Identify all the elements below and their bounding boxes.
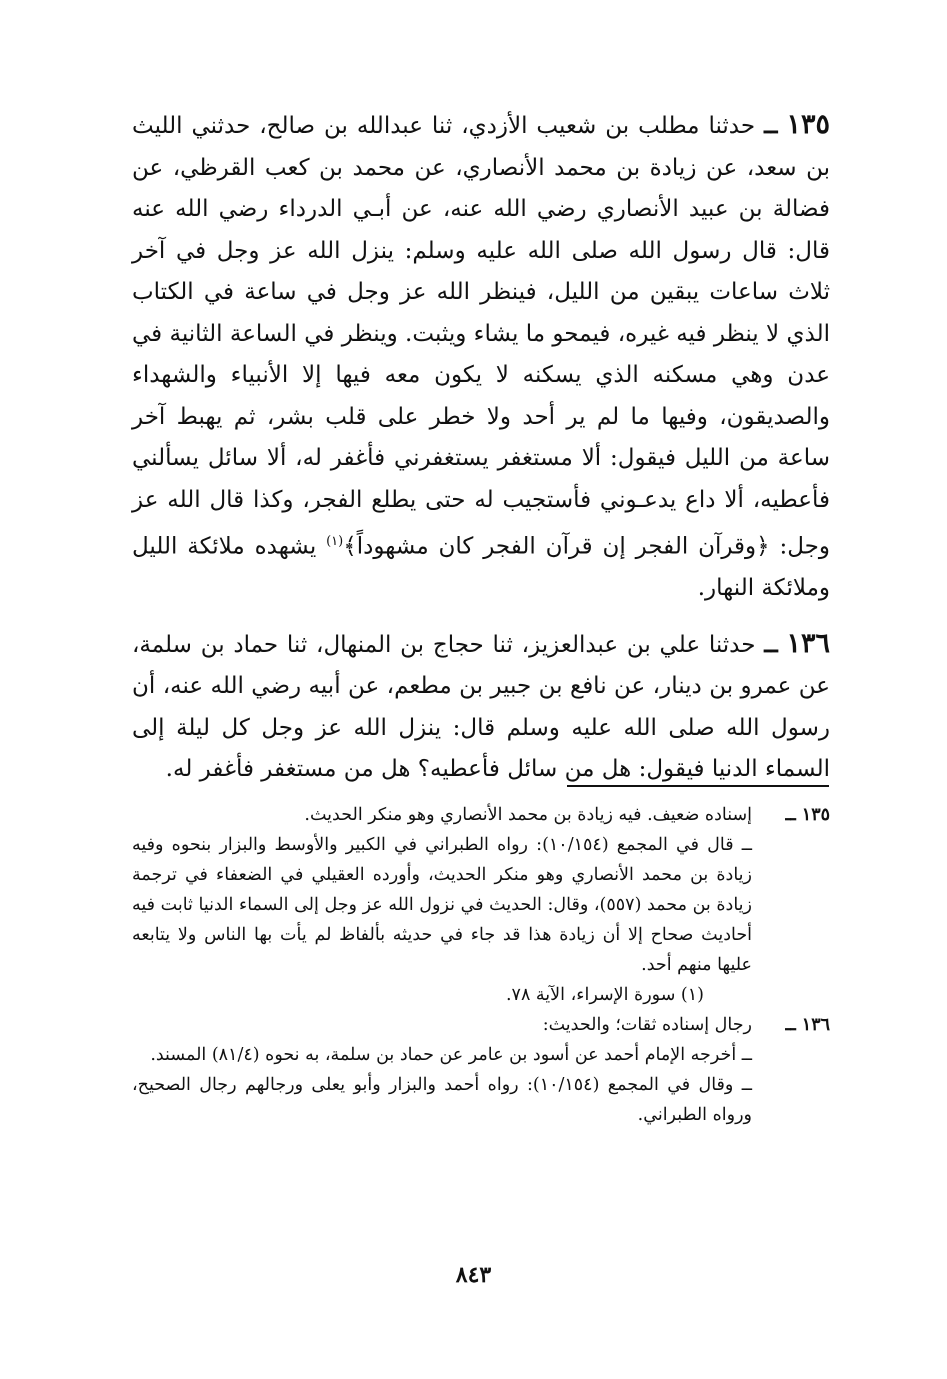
footnote-marker: (١) [326, 534, 344, 549]
notes-section [132, 800, 830, 1130]
hadith-135 [132, 104, 830, 610]
hadith-text: حدثنا مطلب بن شعيب الأزدي، ثنا عبدالله بن صالح، حدثني الليث بن سعد، عن زيادة بن محمد الأنصاري، عن محمد بن كعب القرظي، عن فضالة بن عبيد الأنصاري رضي الله عنه، عن أبـي الدرداء رضي الله عنه قال: قال رسول الله صلى الله عليه وسلم: ينزل الله عز وجل في آخر ثلاث ساعات يبقين من الليل، فينظر الله عز وجل في ساعة في الكتاب الذي لا ينظر فيه غيره، فيمحو ما يشاء ويثبت. وينظر في الساعة الثانية في عدن وهي مسكنه الذي يسكنه لا يكون معه فيها إلا الأنبياء والشهداء والصديقون، وفيها ما لم ير أحد ولا خطر على قلب بشر، ثم يهبط آخر ساعة من الليل فيقول: ألا مستغفر يستغفرني فأغفر له، ألا سائل يسألني فأعطيه، ألا داع يدعـوني فأستجيب له حتى يطلع الفجر، وكذا قال الله عز وجل: ﴿وقرآن الفجر إن قرآن الفجر كان مشهوداً﴾ [132, 113, 830, 560]
hadith-text: حدثنا علي بن عبدالعزيز، ثنا حجاج بن المنهال، ثنا حماد بن سلمة، عن عمرو بن دينار، عن نافع بن جبير بن مطعم، عن أبيه رضي الله عنه، أن رسول الله صلى الله عليه وسلم قال: ينزل الله عز وجل كل ليلة إلى السماء الدنيا فيقول: هل من سائل فأعطيه؟ هل من مستغفر فأغفر له. [132, 631, 830, 783]
hadith-dash: ــ [764, 112, 778, 139]
note-number-value: ١٣٦ [801, 1015, 830, 1035]
hadith-number: ١٣٦ [786, 627, 831, 659]
note-head: رجال إسناده ثقات؛ والحديث: [542, 1015, 752, 1035]
page-number: ٨٤٣ [455, 1262, 492, 1288]
note-135 [132, 800, 830, 1010]
note-number [785, 800, 830, 830]
footnote-text: (١) سورة الإسراء، الآية ٧٨. [505, 985, 704, 1005]
note-dash: ــ [785, 805, 796, 825]
note-item: ــ وقال في المجمع (١٠/١٥٤): رواه أحمد والبزار وأبو يعلى ورجالهم رجال الصحيح، ورواه الطبراني. [132, 1075, 752, 1125]
note-number [785, 1010, 830, 1040]
note-head: إسناده ضعيف. فيه زيادة بن محمد الأنصاري وهو منكر الحديث. [304, 805, 752, 825]
note-136 [132, 1010, 830, 1130]
note-number-value: ١٣٥ [801, 805, 830, 825]
main-text [132, 104, 830, 791]
footnote-divider [567, 785, 829, 787]
hadith-136 [132, 623, 830, 791]
hadith-dash: ــ [764, 630, 778, 658]
note-dash: ــ [785, 1015, 796, 1035]
hadith-number: ١٣٥ [786, 109, 831, 140]
note-item: ــ أخرجه الإمام أحمد عن أسود بن عامر عن حماد بن سلمة، به نحوه (٨١/٤) المسند. [150, 1045, 752, 1065]
hadith-text-after: يشهده ملائكة الليل وملائكة النهار. [132, 533, 830, 602]
note-item: ــ قال في المجمع (١٠/١٥٤): رواه الطبراني في الكبير والأوسط والبزار بنحوه وفيه زيادة بن محمد الأنصاري وهو منكر الحديث، وأورده العقيلي في الضعفاء في ترجمة زيادة بن محمد (٥٥٧)، وقال: الحديث في نزول الله عز وجل إلى السماء الدنيا ثابت فيه أحاديث صحاح إلا أن زيادة هذا قد جاء في حديثه بألفاظ لم يأت بها الناس ولا يتابعه عليها منهم أحد. [132, 835, 753, 975]
